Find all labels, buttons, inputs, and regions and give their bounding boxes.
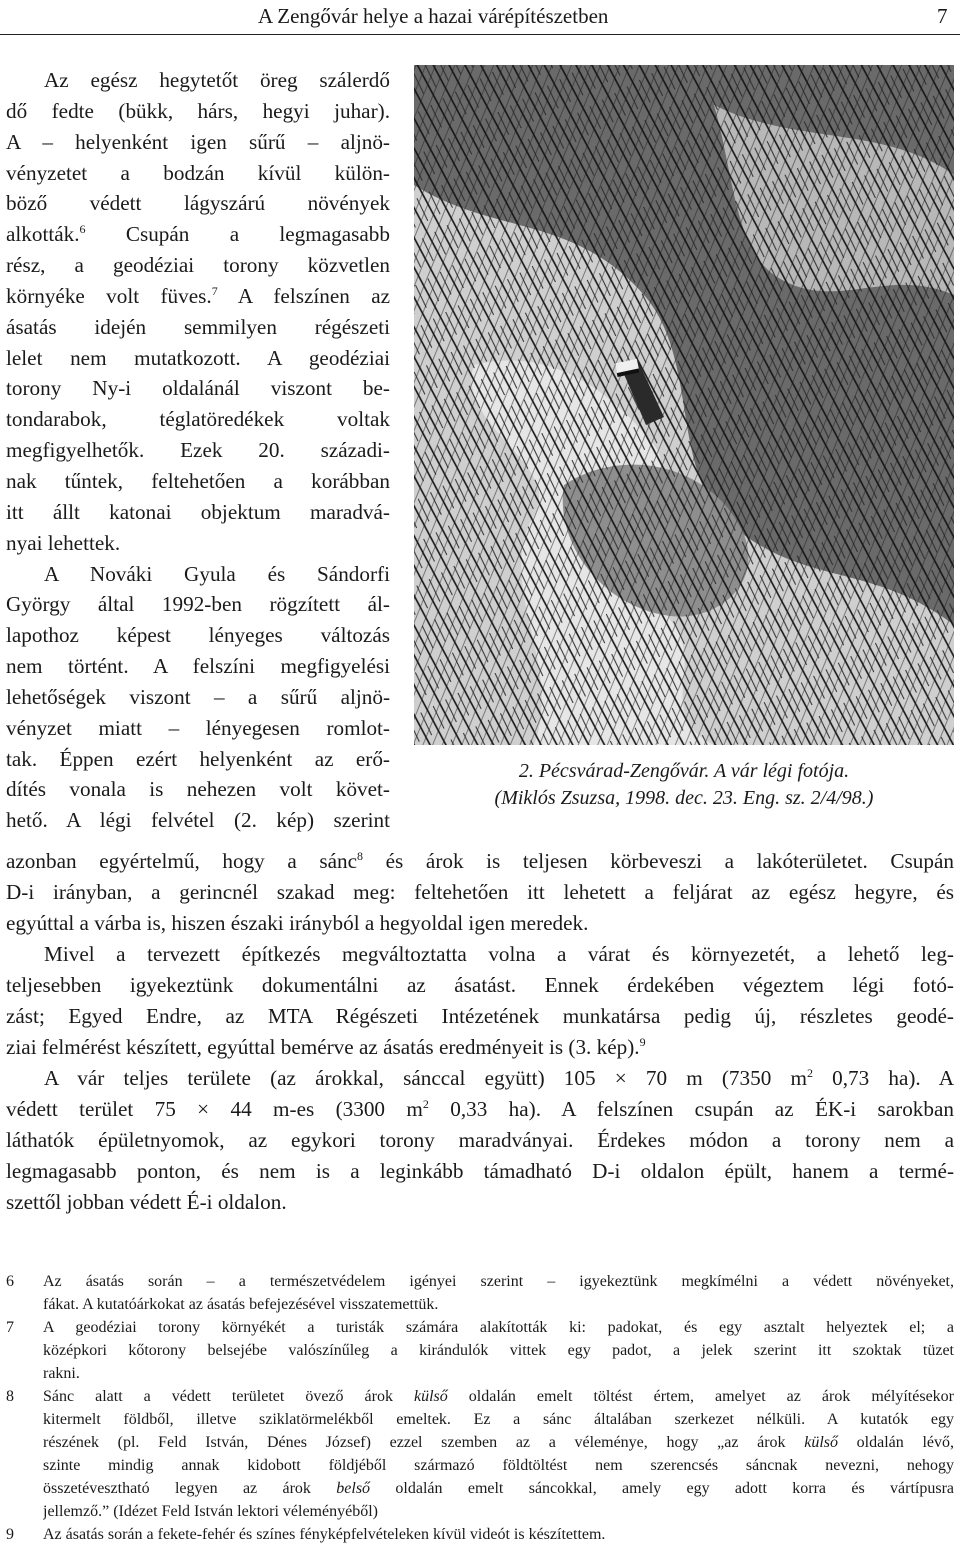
footnote-line: összetévesztható legyen az árok belső oldalán emelt sáncokkal, amely egy adott korra és vártípusra: [43, 1480, 954, 1497]
caption-line: 2. Pécsvárad-Zengővár. A vár légi fotója.: [518, 760, 850, 782]
text-line: tondarabok, téglatöredékek voltak: [6, 407, 390, 432]
text-line: lehetőségek viszont – a sűrű aljnö-: [6, 684, 390, 709]
text-line: egyúttal a várba is, hiszen északi irányból a hegyoldal igen meredek.: [6, 911, 589, 935]
footnote-7-cont: [6, 1339, 954, 1362]
text-line: itt állt katonai objektum maradvá-: [6, 499, 390, 524]
text-line: teljesebben igyekeztünk dokumentálni az ásatást. Ennek érdekében végeztem légi fotó-: [6, 973, 954, 997]
text-line: legmagasabb ponton, és nem is a leginkább támadható D-i oldalon épült, hanem a termé-: [6, 1159, 954, 1183]
text-line: azonban egyértelmű, hogy a sánc$^8$ és árok is teljesen körbeveszi a lakóterületet. Csupán: [6, 848, 954, 873]
text-line: hető. A légi felvétel (2. kép) szerint: [6, 808, 390, 833]
text-line: védett terület 75 × 44 m-es (3300 $m^2$ 0,33 ha). A felszínen csupán az ÉK-i sarokban: [6, 1096, 954, 1121]
footnote-number: 8: [6, 1388, 14, 1405]
text-line: lelet nem mutatkozott. A geodéziai: [6, 345, 390, 370]
text-line: rész, a geodéziai torony közvetlen: [6, 253, 390, 278]
footnote-line: középkori kőtorony belsejébe valószínűleg a kirándulók vittek egy padot, a jelek szerint itt szoktak tüzet: [43, 1342, 954, 1359]
text-line: nak tűntek, feltehetően a korábban: [6, 468, 390, 493]
header-title: A Zengővár helye a hazai várépítészetben: [258, 4, 609, 28]
footnote-line: fákat. A kutatóárkokat az ásatás befejezésével visszatemettük.: [43, 1296, 439, 1313]
text-line: vényzetet a bodzán kívül külön-: [6, 160, 390, 185]
footnote-8: [6, 1385, 954, 1408]
superscript: 2: [806, 1065, 813, 1080]
text-line: alkották.$^6$ Csupán a legmagasabb: [6, 222, 390, 247]
footnote-line: Az ásatás során a fekete-fehér és színes fényképfelvételeken kívül videót is készítettem.: [43, 1526, 606, 1543]
text-line: ásatás idején semmilyen régészeti: [6, 314, 390, 339]
text-line: D-i irányban, a gerincnél szakad meg: feltehetően itt lehetett a feljárat az egész hegyre, és: [6, 880, 954, 904]
footnote-line: kitermelt földből, illetve sziklatörmelékből emeltek. Ez a sánc általában szerkezet nélküli. A kutatók egy: [43, 1411, 954, 1428]
footnote-ref: 6: [79, 222, 86, 237]
aerial-photo: [414, 65, 954, 745]
footnote-line: A geodéziai torony környékét a turisták számára alakították ki: padokat, és egy asztalt helyeztek el; a: [43, 1319, 954, 1336]
footnote-line: rakni.: [43, 1365, 80, 1382]
text-line: tak. Éppen ezért helyenként az erő-: [6, 746, 390, 771]
figure-caption: [414, 758, 954, 812]
footnote-8-cont: [6, 1431, 954, 1454]
footnote-8-cont: [6, 1454, 954, 1477]
footnote-ref: 8: [357, 848, 364, 863]
text-line: nyai lehettek.: [6, 530, 121, 555]
text-line: vényzet miatt – lényegesen romlot-: [6, 715, 390, 740]
footnote-7: [6, 1316, 954, 1339]
footnote-ref: 9: [639, 1034, 646, 1049]
footnotes: [6, 1270, 954, 1546]
footnote-number: 9: [6, 1526, 14, 1543]
full-width-text: [6, 846, 954, 1218]
text-line: láthatók épületnyomok, az egykori torony maradványai. Érdekes módon a torony nem a: [6, 1128, 954, 1152]
footnote-8-cont: [6, 1500, 954, 1523]
footnote-8-cont: [6, 1408, 954, 1431]
footnote-line: részének (pl. Feld István, Dénes József) ezzel szemben az a véleménye, hogy „az árok külső oldalán lévő,: [43, 1434, 954, 1451]
caption-line: (Miklós Zsuzsa, 1998. dec. 23. Eng. sz. 2/4/98.): [494, 787, 874, 809]
footnote-line: Az ásatás során – a természetvédelem igényei szerint – igyekeztünk megkímélni a védett növényeket,: [43, 1273, 954, 1290]
page-number: 7: [937, 4, 948, 28]
text-line: torony Ny-i oldalánál viszont be-: [6, 376, 390, 401]
text-line: szettől jobban védett É-i oldalon.: [6, 1190, 287, 1214]
running-header: [0, 0, 960, 35]
footnote-line: Sánc alatt a védett területet övező árok külső oldalán emelt töltést értem, amelyet az árok mélyítésekor: [43, 1388, 954, 1405]
text-line: zást; Egyed Endre, az MTA Régészeti Intézetének munkatársa pedig új, részletes geodé-: [6, 1004, 954, 1028]
aerial-photo-graphic: [414, 65, 954, 745]
footnote-number: 6: [6, 1273, 14, 1290]
text-line: nem történt. A felszíni megfigyelési: [6, 654, 390, 679]
footnote-line: szinte mindig annak kidobott földjéből származó földtöltést nem szerencsés sáncnak nevezni, nehogy: [43, 1457, 954, 1474]
text-line: Az egész hegytetőt öreg szálerdő: [44, 68, 390, 92]
text-line: böző védett lágyszárú növények: [6, 191, 390, 216]
left-text-column: [6, 65, 390, 836]
text-line: dítés vonala is nehezen volt követ-: [6, 777, 390, 802]
footnote-number: 7: [6, 1319, 14, 1336]
text-line: A – helyenként igen sűrű – aljnö-: [6, 129, 390, 154]
superscript: 2: [422, 1096, 429, 1111]
footnote-9: [6, 1523, 954, 1546]
text-line: ziai felmérést készített, egyúttal bemérve az ásatás eredményeit is (3. kép).$^9$: [6, 1034, 646, 1059]
text-line: A Nováki Gyula és Sándorfi: [44, 561, 390, 586]
text-line: A vár teljes területe (az árokkal, sánccal együtt) 105 × 70 m (7350 $m^2$ 0,73 ha). A: [44, 1065, 954, 1090]
text-line: Mivel a tervezett építkezés megváltoztatta volna a várat és környezetét, a lehető leg-: [44, 942, 954, 966]
footnote-ref: 7: [211, 283, 218, 298]
footnote-line: jellemző.” (Idézet Feld István lektori véleményéből): [43, 1503, 378, 1520]
footnote-6-cont: [6, 1293, 954, 1316]
text-line: dő fedte (bükk, hárs, hegyi juhar).: [6, 98, 390, 123]
text-line: lapothoz képest lényeges változás: [6, 623, 390, 648]
footnote-7-cont: [6, 1362, 954, 1385]
text-line: környéke volt füves.$^7$ A felszínen az: [6, 283, 390, 308]
footnote-6: [6, 1270, 954, 1293]
text-line: megfigyelhetők. Ezek 20. századi-: [6, 438, 390, 463]
footnote-8-cont: [6, 1477, 954, 1500]
text-line: György által 1992-ben rögzített ál-: [6, 592, 390, 617]
